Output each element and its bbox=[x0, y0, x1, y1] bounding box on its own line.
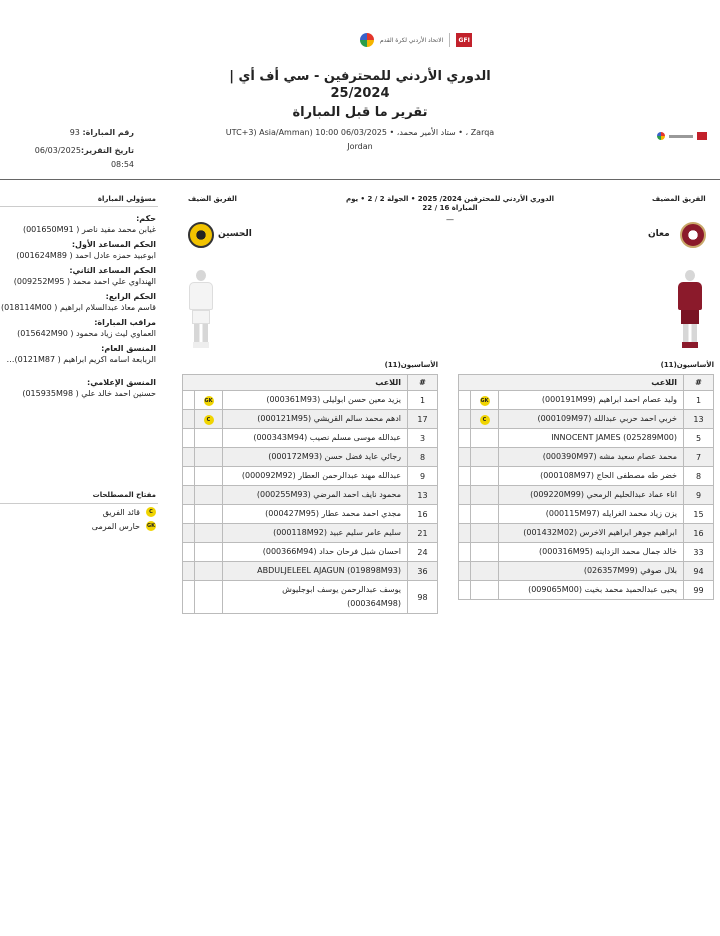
player-number: 13 bbox=[684, 410, 714, 429]
player-number: 98 bbox=[408, 581, 438, 614]
player-number: 1 bbox=[684, 391, 714, 410]
away-lineup-table bbox=[182, 374, 438, 614]
player-role-cell bbox=[471, 410, 499, 429]
blank-cell bbox=[183, 391, 195, 410]
player-name: خضر طه مصطفى الحاج (000108M97) bbox=[499, 467, 684, 486]
player-role-cell bbox=[471, 524, 499, 543]
player-number: 21 bbox=[408, 524, 438, 543]
table-row bbox=[459, 543, 714, 562]
away-team-crest-icon bbox=[188, 222, 214, 248]
away-lineup-title: الأساسيون(11) bbox=[384, 361, 438, 369]
player-number: 9 bbox=[684, 486, 714, 505]
player-name: ادهم محمد سالم القريشي (000121M95) bbox=[223, 410, 408, 429]
player-name: محمود نايف احمد المرضي (000255M93) bbox=[223, 486, 408, 505]
player-name: احسان شبل فرحان حداد (000366M94) bbox=[223, 543, 408, 562]
blank-cell bbox=[183, 581, 195, 614]
player-number: 7 bbox=[684, 448, 714, 467]
player-name: عبدالله مهند عبدالرحمن العطار (000092M92) bbox=[223, 467, 408, 486]
table-row bbox=[183, 448, 438, 467]
header-logos bbox=[360, 33, 472, 47]
report-subtitle: تقرير ما قبل المباراة bbox=[292, 105, 428, 120]
goalkeeper-badge-icon: GK bbox=[480, 397, 489, 404]
table-row bbox=[459, 429, 714, 448]
blank-cell bbox=[459, 581, 471, 600]
venue-country: Jordan bbox=[347, 142, 373, 151]
home-team-name: معان bbox=[648, 229, 670, 239]
player-role-cell bbox=[471, 467, 499, 486]
blank-cell bbox=[459, 524, 471, 543]
player-number: 5 bbox=[684, 429, 714, 448]
player-name: يحيى عبدالحميد محمد بخيت (009065M00) bbox=[499, 581, 684, 600]
table-row bbox=[183, 486, 438, 505]
player-number: 99 bbox=[684, 581, 714, 600]
blank-cell bbox=[183, 505, 195, 524]
federation-logo-text: الاتحاد الأردني لكرة القدم bbox=[380, 36, 444, 44]
sponsor-logo: GFI bbox=[456, 33, 472, 47]
player-role-cell bbox=[195, 562, 223, 581]
away-kit-icon bbox=[189, 270, 213, 348]
away-team-name: الحسين bbox=[218, 229, 252, 239]
player-role-cell bbox=[471, 448, 499, 467]
player-name: ابراهيم جوهر ابراهيم الاخرس (001432M02) bbox=[499, 524, 684, 543]
blank-cell bbox=[183, 543, 195, 562]
player-number: 3 bbox=[408, 429, 438, 448]
table-row bbox=[183, 467, 438, 486]
away-lineup-header: # اللاعب bbox=[183, 375, 438, 391]
blank-cell bbox=[459, 467, 471, 486]
blank-cell bbox=[183, 562, 195, 581]
table-row bbox=[183, 429, 438, 448]
player-role-cell bbox=[471, 391, 499, 410]
small-logos bbox=[657, 132, 707, 140]
player-number: 8 bbox=[408, 448, 438, 467]
player-number: 24 bbox=[408, 543, 438, 562]
captain-badge-icon: C bbox=[204, 415, 214, 425]
player-name: اناء عماد عبدالحليم الرمحي (009220M99) bbox=[499, 486, 684, 505]
player-role-cell bbox=[471, 505, 499, 524]
blank-cell bbox=[183, 524, 195, 543]
player-name: محمد عصام سعيد مشه (000390M97) bbox=[499, 448, 684, 467]
goalkeeper-badge-icon: GK bbox=[204, 397, 213, 404]
table-row bbox=[459, 562, 714, 581]
player-number: 13 bbox=[408, 486, 438, 505]
blank-cell bbox=[459, 562, 471, 581]
player-name: خربي احمد حربي عبدالله (000109M97) bbox=[499, 410, 684, 429]
officials-divider bbox=[0, 206, 158, 207]
player-role-cell bbox=[471, 543, 499, 562]
official-assistant-1: الحكم المساعد الأول: ابوعبيد حمزه عادل احمد ( 001624M89) bbox=[16, 240, 156, 260]
player-name: يزيد معين حسن ابوليلى (000361M93) bbox=[223, 391, 408, 410]
fixture-competition: الدوري الأردني للمحترفين 2024/ 2025 • الجولة 2 / 2 • يوم bbox=[345, 195, 555, 203]
venue-info: Zarqa ، • ستاد الأمير محمد، • UTC+3) Asia/Amman) 10:00 06/03/2025 bbox=[225, 128, 495, 137]
player-name: عبدالله موسى مسلم نصيب (000343M94) bbox=[223, 429, 408, 448]
home-kit-icon bbox=[678, 270, 702, 348]
official-media-coordinator: المنسق الإعلامي: حسنين احمد خالد علي ( 015935M98) bbox=[22, 378, 156, 398]
player-number: 1 bbox=[408, 391, 438, 410]
player-role-cell bbox=[195, 448, 223, 467]
officials-title: مسؤولي المباراة bbox=[97, 195, 156, 203]
header-divider bbox=[0, 179, 720, 180]
player-name: سليم عامر سليم عبيد (000118M92) bbox=[223, 524, 408, 543]
player-number: 15 bbox=[684, 505, 714, 524]
table-row bbox=[183, 391, 438, 410]
blank-cell bbox=[459, 391, 471, 410]
report-time: 08:54 bbox=[110, 160, 134, 169]
player-name: INNOCENT JAMES (025289M00) bbox=[499, 429, 684, 448]
blank-cell bbox=[183, 410, 195, 429]
player-role-cell bbox=[195, 524, 223, 543]
player-number: 36 bbox=[408, 562, 438, 581]
player-number: 9 bbox=[408, 467, 438, 486]
away-team-label: الفريق الضيف bbox=[188, 195, 237, 203]
blank-cell bbox=[459, 486, 471, 505]
blank-cell bbox=[459, 505, 471, 524]
player-number: 8 bbox=[684, 467, 714, 486]
home-lineup-title: الأساسيون(11) bbox=[660, 361, 714, 369]
player-name: وليد عصام احمد ابراهيم (000191M99) bbox=[499, 391, 684, 410]
federation-logo-icon bbox=[360, 33, 374, 47]
table-row bbox=[459, 505, 714, 524]
player-role-cell bbox=[471, 429, 499, 448]
table-row bbox=[459, 581, 714, 600]
player-number: 33 bbox=[684, 543, 714, 562]
federation-small-text bbox=[669, 135, 693, 138]
player-name: يزن زياد محمد الغرايله (000115M97) bbox=[499, 505, 684, 524]
table-row bbox=[183, 410, 438, 429]
blank-cell bbox=[183, 429, 195, 448]
table-row bbox=[183, 505, 438, 524]
blank-cell bbox=[459, 410, 471, 429]
legend-divider bbox=[0, 503, 158, 504]
sponsor-small-icon bbox=[697, 132, 707, 140]
player-number: 16 bbox=[684, 524, 714, 543]
player-name: ABDULJELEEL AJAGUN (019898M93) bbox=[223, 562, 408, 581]
player-number: 16 bbox=[408, 505, 438, 524]
home-lineup-table bbox=[458, 374, 714, 600]
player-role-cell bbox=[195, 505, 223, 524]
captain-badge-icon: C bbox=[480, 415, 490, 425]
federation-small-icon bbox=[657, 132, 665, 140]
table-row bbox=[459, 467, 714, 486]
table-row bbox=[459, 391, 714, 410]
report-date: تاريخ التقرير:06/03/2025 bbox=[34, 146, 134, 155]
table-row bbox=[459, 410, 714, 429]
table-row bbox=[183, 562, 438, 581]
player-role-cell bbox=[195, 391, 223, 410]
player-role-cell bbox=[195, 543, 223, 562]
home-team-label: الفريق المضيف bbox=[652, 195, 706, 203]
official-commissioner: مراقب المباراة: العماوي ليث زياد محمود ( 015642M90) bbox=[17, 318, 156, 338]
officials-list bbox=[0, 214, 156, 400]
table-row bbox=[459, 448, 714, 467]
logo-divider bbox=[449, 33, 450, 47]
blank-cell bbox=[459, 429, 471, 448]
player-role-cell bbox=[471, 486, 499, 505]
legend-list bbox=[60, 507, 156, 531]
player-name: مجدي احمد محمد عطار (000427M95) bbox=[223, 505, 408, 524]
player-role-cell bbox=[471, 581, 499, 600]
player-role-cell bbox=[471, 562, 499, 581]
fixture-score: — bbox=[446, 215, 454, 224]
table-row bbox=[183, 524, 438, 543]
legend-item-captain: C قائد الفريق bbox=[60, 507, 156, 517]
player-name: خالد جمال محمد الزداينه (000316M95) bbox=[499, 543, 684, 562]
blank-cell bbox=[183, 486, 195, 505]
official-fourth: الحكم الرابع: قاسم معاذ عبدالسلام ابراهيم ( 018114M00) bbox=[1, 292, 156, 312]
legend-title: مفتاح المصطلحات bbox=[92, 491, 156, 499]
player-role-cell bbox=[195, 429, 223, 448]
blank-cell bbox=[183, 467, 195, 486]
player-role-cell bbox=[195, 410, 223, 429]
report-title: الدوري الأردني للمحترفين - سي أف أي | bbox=[229, 69, 491, 84]
player-number: 17 bbox=[408, 410, 438, 429]
official-general-coordinator: المنسق العام: الربابعة اسامه اكريم ابراهيم ( 0121M87)… bbox=[6, 344, 156, 364]
fixture-matchday: المباراة 16 / 22 bbox=[422, 204, 478, 212]
home-lineup-header: # اللاعب bbox=[459, 375, 714, 391]
captain-badge-icon: C bbox=[146, 507, 156, 517]
table-row bbox=[459, 524, 714, 543]
player-role-cell bbox=[195, 581, 223, 614]
legend-item-goalkeeper: GK حارس المرمى bbox=[91, 521, 155, 531]
player-name: رجائي عايد فضل حسن (000172M93) bbox=[223, 448, 408, 467]
official-referee: حكم: غيابن محمد مفيد ناصر ( 001650M91) bbox=[22, 214, 156, 234]
match-number: رقم المباراة: 93 bbox=[69, 128, 134, 137]
season-title: 25/2024 bbox=[330, 86, 390, 101]
home-team-crest-icon bbox=[680, 222, 706, 248]
player-role-cell bbox=[195, 486, 223, 505]
table-row bbox=[183, 581, 438, 614]
table-row bbox=[459, 486, 714, 505]
player-number: 94 bbox=[684, 562, 714, 581]
player-name: بلال صوفي (026357M99) bbox=[499, 562, 684, 581]
player-name: يوسف عبدالرحمن يوسف ابوجليوش (000364M98) bbox=[223, 581, 408, 614]
table-row bbox=[183, 543, 438, 562]
blank-cell bbox=[459, 543, 471, 562]
blank-cell bbox=[459, 448, 471, 467]
official-assistant-2: الحكم المساعد الثاني: الهنداوي علي احمد محمد ( 009252M95) bbox=[13, 266, 156, 286]
goalkeeper-badge-icon: GK bbox=[147, 523, 155, 529]
player-role-cell bbox=[195, 467, 223, 486]
blank-cell bbox=[183, 448, 195, 467]
